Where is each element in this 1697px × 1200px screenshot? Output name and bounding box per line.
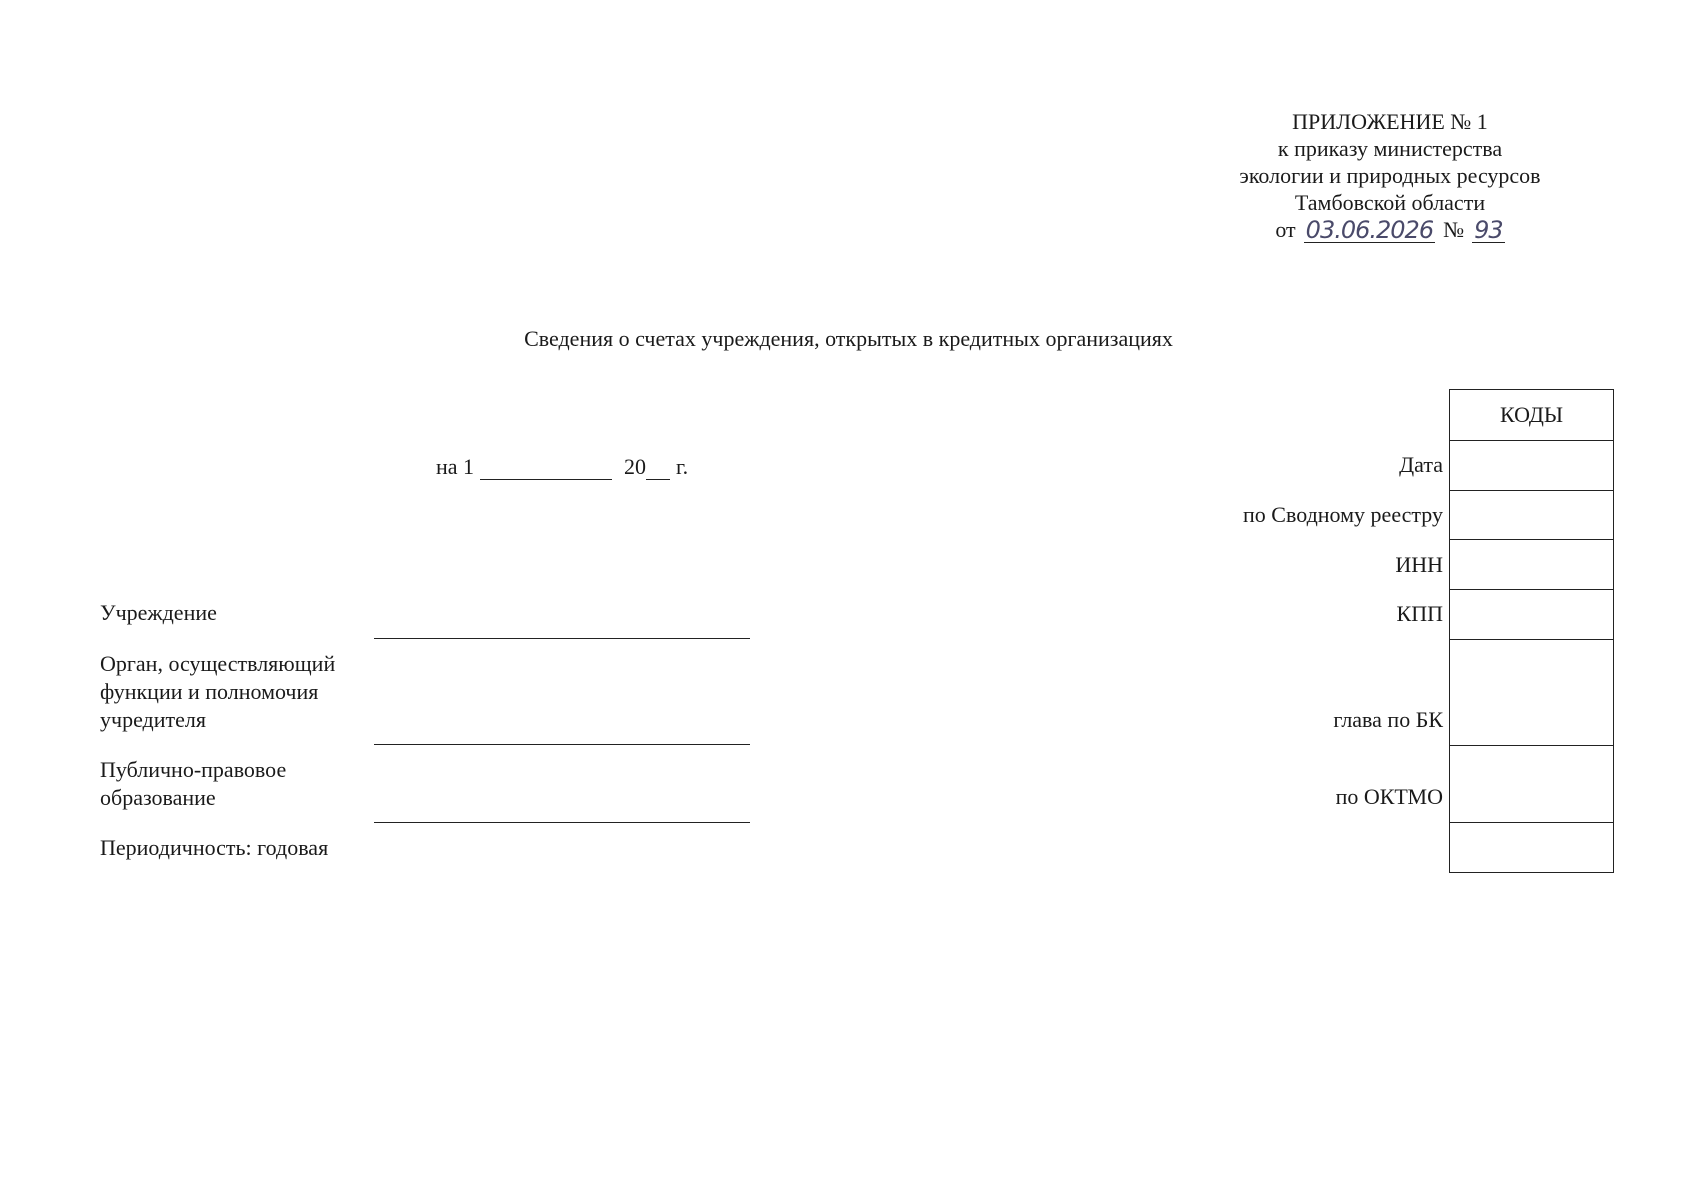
code-cell-registry[interactable] [1450,490,1613,539]
codes-row-chapter-bk-label: глава по БК [1333,707,1443,732]
month-blank[interactable] [480,457,612,480]
number-label: № [1443,217,1465,242]
code-cell-date[interactable] [1450,440,1613,490]
public-entity-input-line[interactable] [374,822,750,823]
appendix-title: ПРИЛОЖЕНИЕ № 1 [1292,109,1488,134]
codes-row-registry-label: по Сводному реестру [1243,502,1443,527]
year-prefix: 20 [624,454,647,479]
founder-label-line: учредителя [100,707,206,732]
codes-header: КОДЫ [1499,402,1564,427]
founder-label-line: функции и полномочия [100,679,319,704]
date-prefix: на 1 [436,454,475,479]
public-entity-label-line: образование [100,785,216,810]
appendix-order-line: к приказу министерства [1277,136,1503,161]
institution-input-line[interactable] [374,638,750,639]
appendix-signature-row [1180,216,1600,243]
codes-row-inn-label: ИНН [1395,552,1443,577]
year-blank[interactable] [646,457,670,480]
public-entity-label-line: Публично-правовое [100,757,287,782]
public-entity-label [100,756,286,812]
appendix-ministry-line: экологии и природных ресурсов [1239,163,1541,188]
from-label: от [1275,217,1296,242]
appendix-block [1180,108,1600,243]
founder-input-line[interactable] [374,744,750,745]
codes-row-date-label: Дата [1399,452,1443,477]
report-date-line [436,454,688,480]
founder-label-line: Орган, осуществляющий [100,651,336,676]
code-cell-kpp[interactable] [1450,589,1613,639]
handwritten-number: 93 [1474,216,1503,244]
code-cell-chapter-bk[interactable] [1450,639,1613,745]
code-cell-oktmo[interactable] [1450,745,1613,822]
codes-table [1449,389,1614,873]
periodicity-label: Периодичность: годовая [100,835,329,860]
code-cell-extra[interactable] [1450,822,1613,872]
date-suffix: г. [676,454,689,479]
founder-label [100,650,335,734]
code-cell-inn[interactable] [1450,539,1613,589]
codes-row-oktmo-label: по ОКТМО [1335,784,1443,809]
institution-label: Учреждение [100,600,217,625]
document-title: Сведения о счетах учреждения, открытых в кредитных организациях [524,326,1173,351]
appendix-region-line: Тамбовской области [1294,190,1486,215]
codes-row-kpp-label: КПП [1396,601,1443,626]
handwritten-date: 03.06.2026 [1305,216,1434,244]
